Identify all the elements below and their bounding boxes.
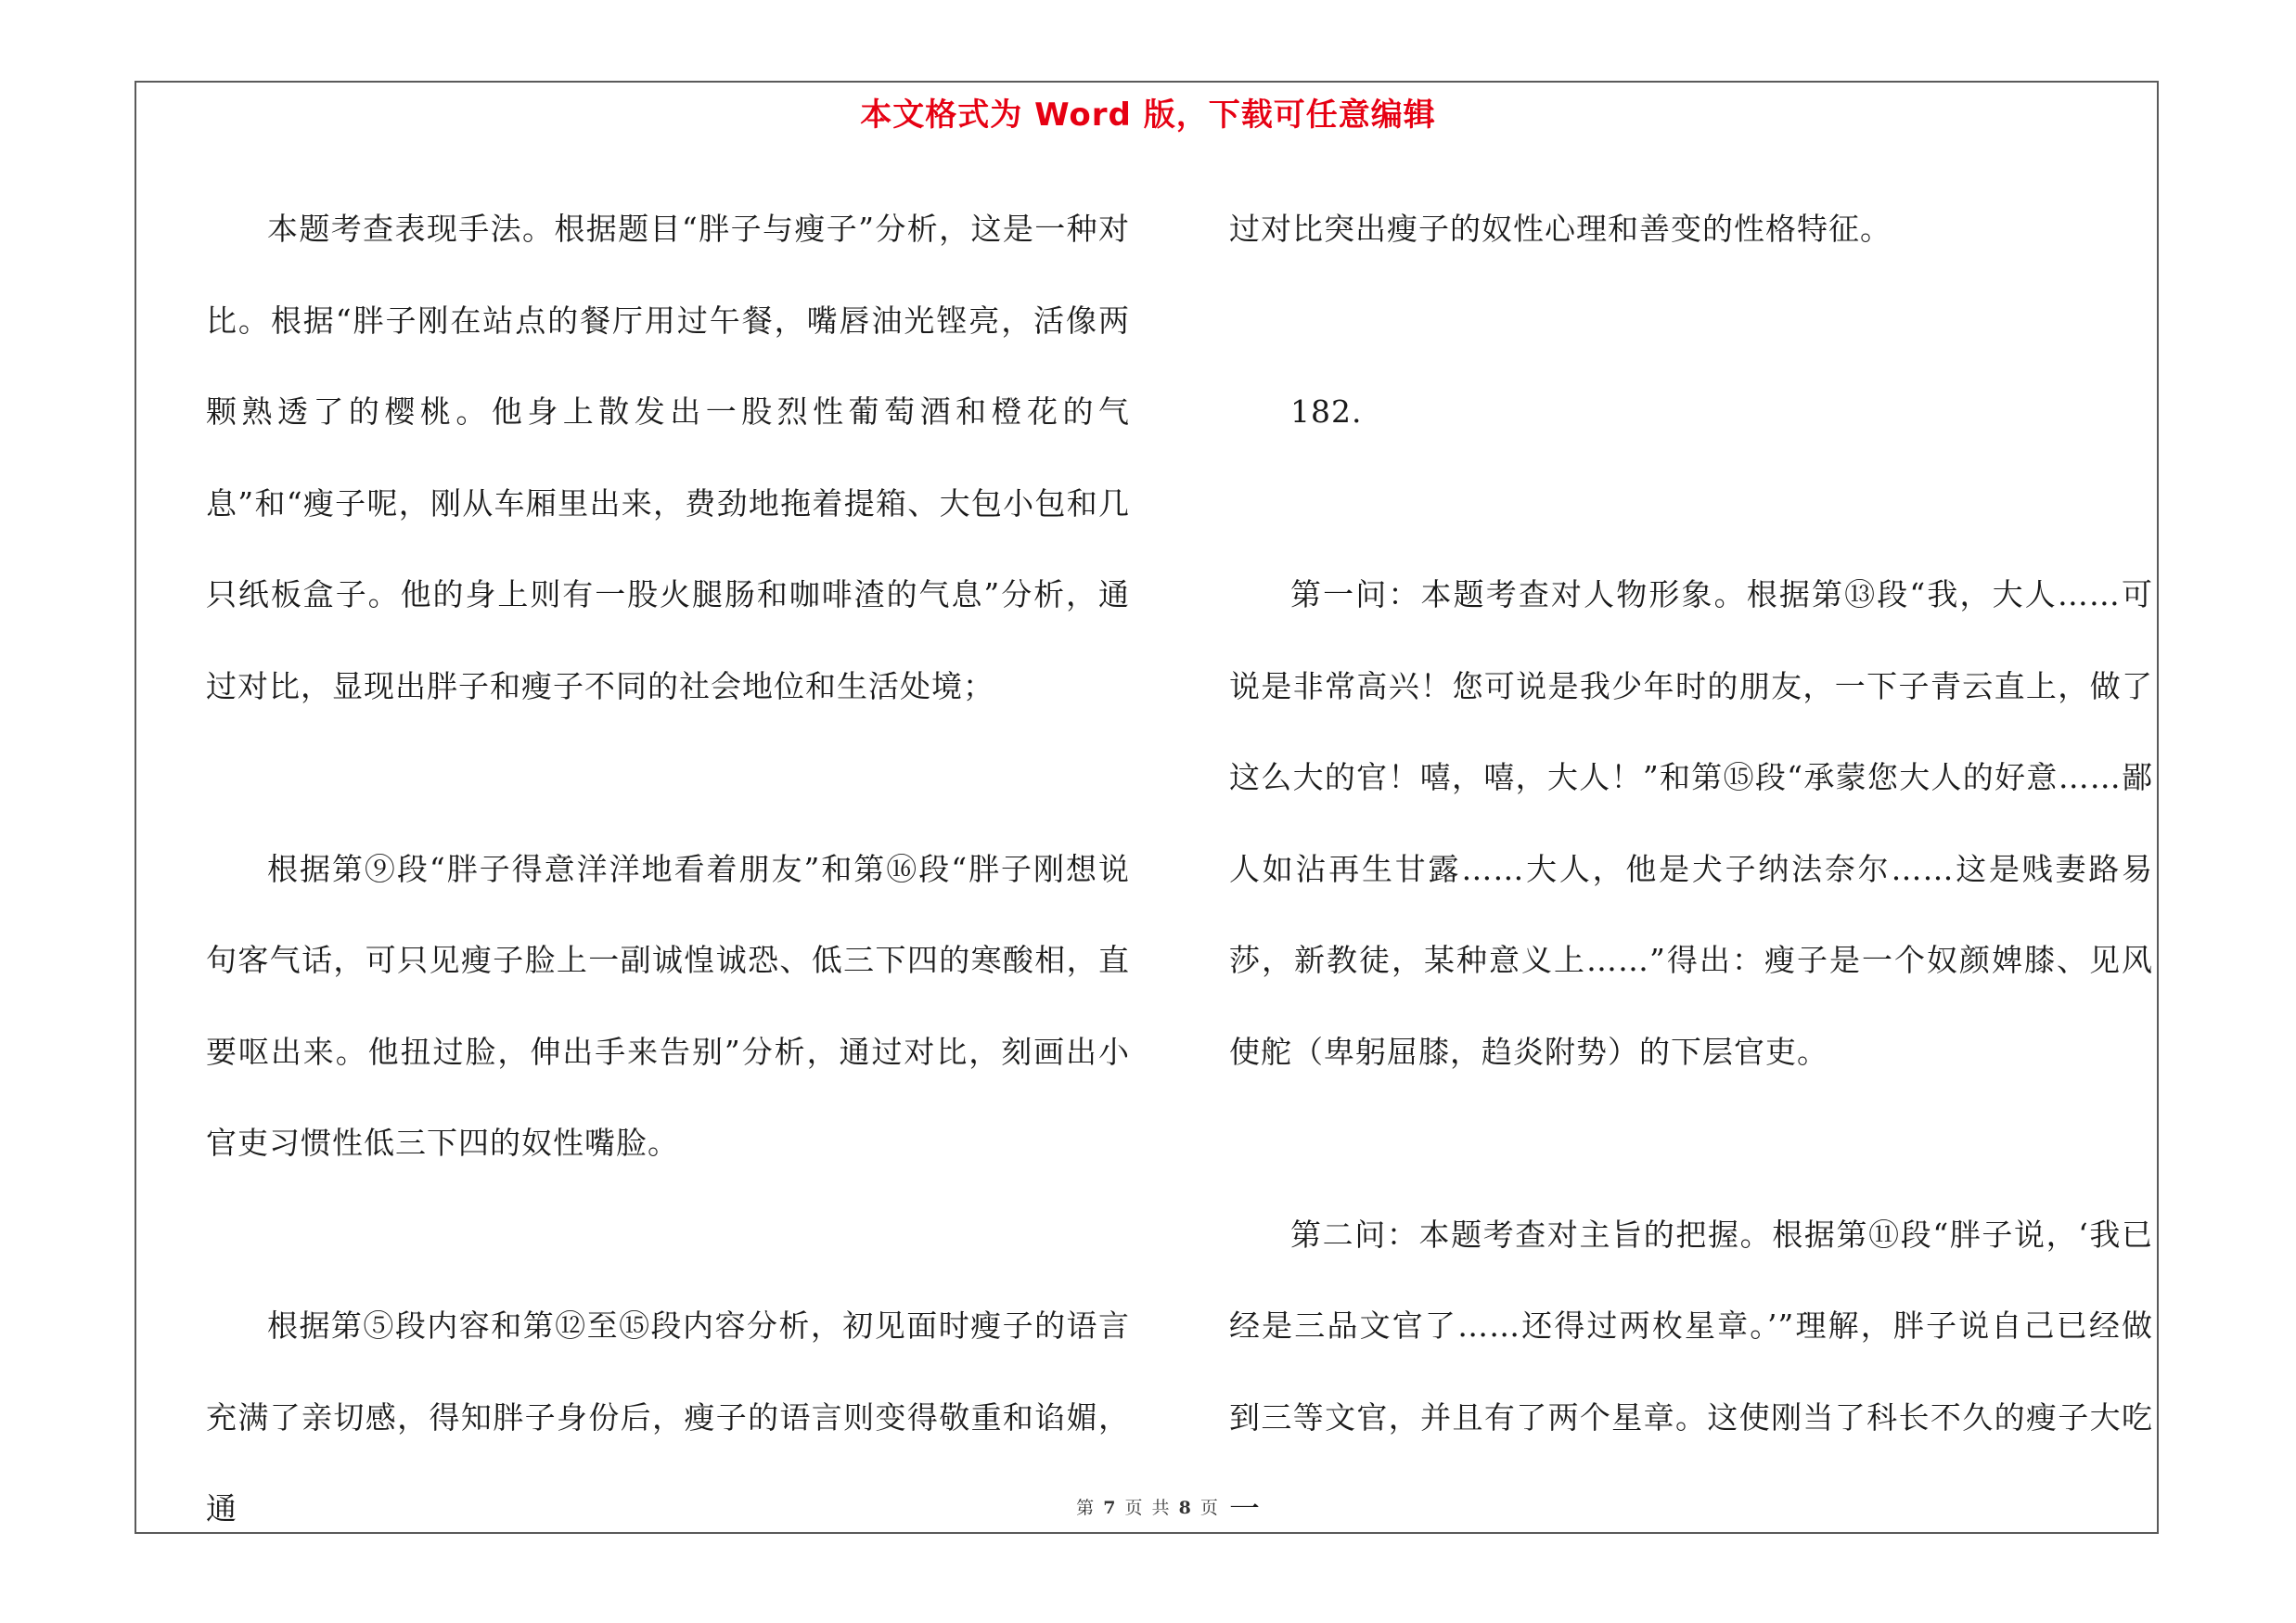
right-paragraph-first-question: 第一问：本题考查对人物形象。根据第⑬段“我，大人……可说是非常高兴！您可说是我少年时的朋友，一下子青云直上，做了这么大的官！嘻，嘻，大人！”和第⑮段“承蒙您大人的好意……鄙人如沾再生甘露……大人，他是犬子纳法奈尔……这是贱妻路易莎，新教徒，某种意义上……”得出：瘦子是一个奴颜婢膝、见风使舵（卑躬屈膝，趋炎附势）的下层官吏。 xyxy=(1229,576,2153,1070)
footer-suffix: 页 xyxy=(1199,1498,1220,1518)
left-column xyxy=(206,184,1130,1555)
left-paragraph-contrast: 本题考查表现手法。根据题目“胖子与瘦子”分析，这是一种对比。根据“胖子刚在站点的餐厅用过午餐，嘴唇油光铿亮，活像两颗熟透了的樱桃。他身上散发出一股烈性葡萄酒和橙花的气息”和“瘦子呢，刚从车厢里出来，费劲地拖着提箱、大包小包和几只纸板盒子。他的身上则有一股火腿肠和咖啡渣的气息”分析，通过对比，显现出胖子和瘦子不同的社会地位和生活处境； xyxy=(206,211,1130,704)
paragraph-gap xyxy=(1229,1098,2153,1190)
footer-prefix: 第 xyxy=(1076,1498,1097,1518)
question-number: 182. xyxy=(1290,393,1363,430)
right-paragraph-continuation: 过对比突出瘦子的奴性心理和善变的性格特征。 xyxy=(1229,211,1892,247)
right-column xyxy=(1229,184,2153,1555)
word-format-banner: 本文格式为 Word 版，下载可任意编辑 xyxy=(860,97,1436,134)
paragraph-gap xyxy=(1229,276,2153,367)
paragraph-gap xyxy=(1229,458,2153,550)
current-page-number: 7 xyxy=(1103,1498,1118,1518)
total-page-count: 8 xyxy=(1178,1498,1193,1518)
left-paragraph-servility: 根据第⑨段“胖子得意洋洋地看着朋友”和第⑯段“胖子刚想说句客气话，可只见瘦子脸上一副诚惶诚恐、低三下四的寒酸相，直要呕出来。他扭过脸，伸出手来告别”分析，通过对比，刻画出小官吏习惯性低三下四的奴性嘴脸。 xyxy=(206,850,1130,1161)
paragraph-gap xyxy=(206,1190,1130,1282)
page-footer xyxy=(0,1494,2296,1519)
right-paragraph-second-question: 第二问：本题考查对主旨的把握。根据第⑪段“胖子说，‘我已经是三品文官了……还得过两枚星章。’”理解，胖子说自己已经做到三等文官，并且有了两个星章。这使刚当了科长不久的瘦子大吃一 xyxy=(1229,1216,2153,1526)
paragraph-gap xyxy=(206,732,1130,824)
left-paragraph-language: 根据第⑤段内容和第⑫至⑮段内容分析，初见面时瘦子的语言充满了亲切感，得知胖子身份后，瘦子的语言则变得敬重和谄媚，通 xyxy=(206,1307,1130,1526)
footer-middle: 页 共 xyxy=(1124,1498,1172,1518)
